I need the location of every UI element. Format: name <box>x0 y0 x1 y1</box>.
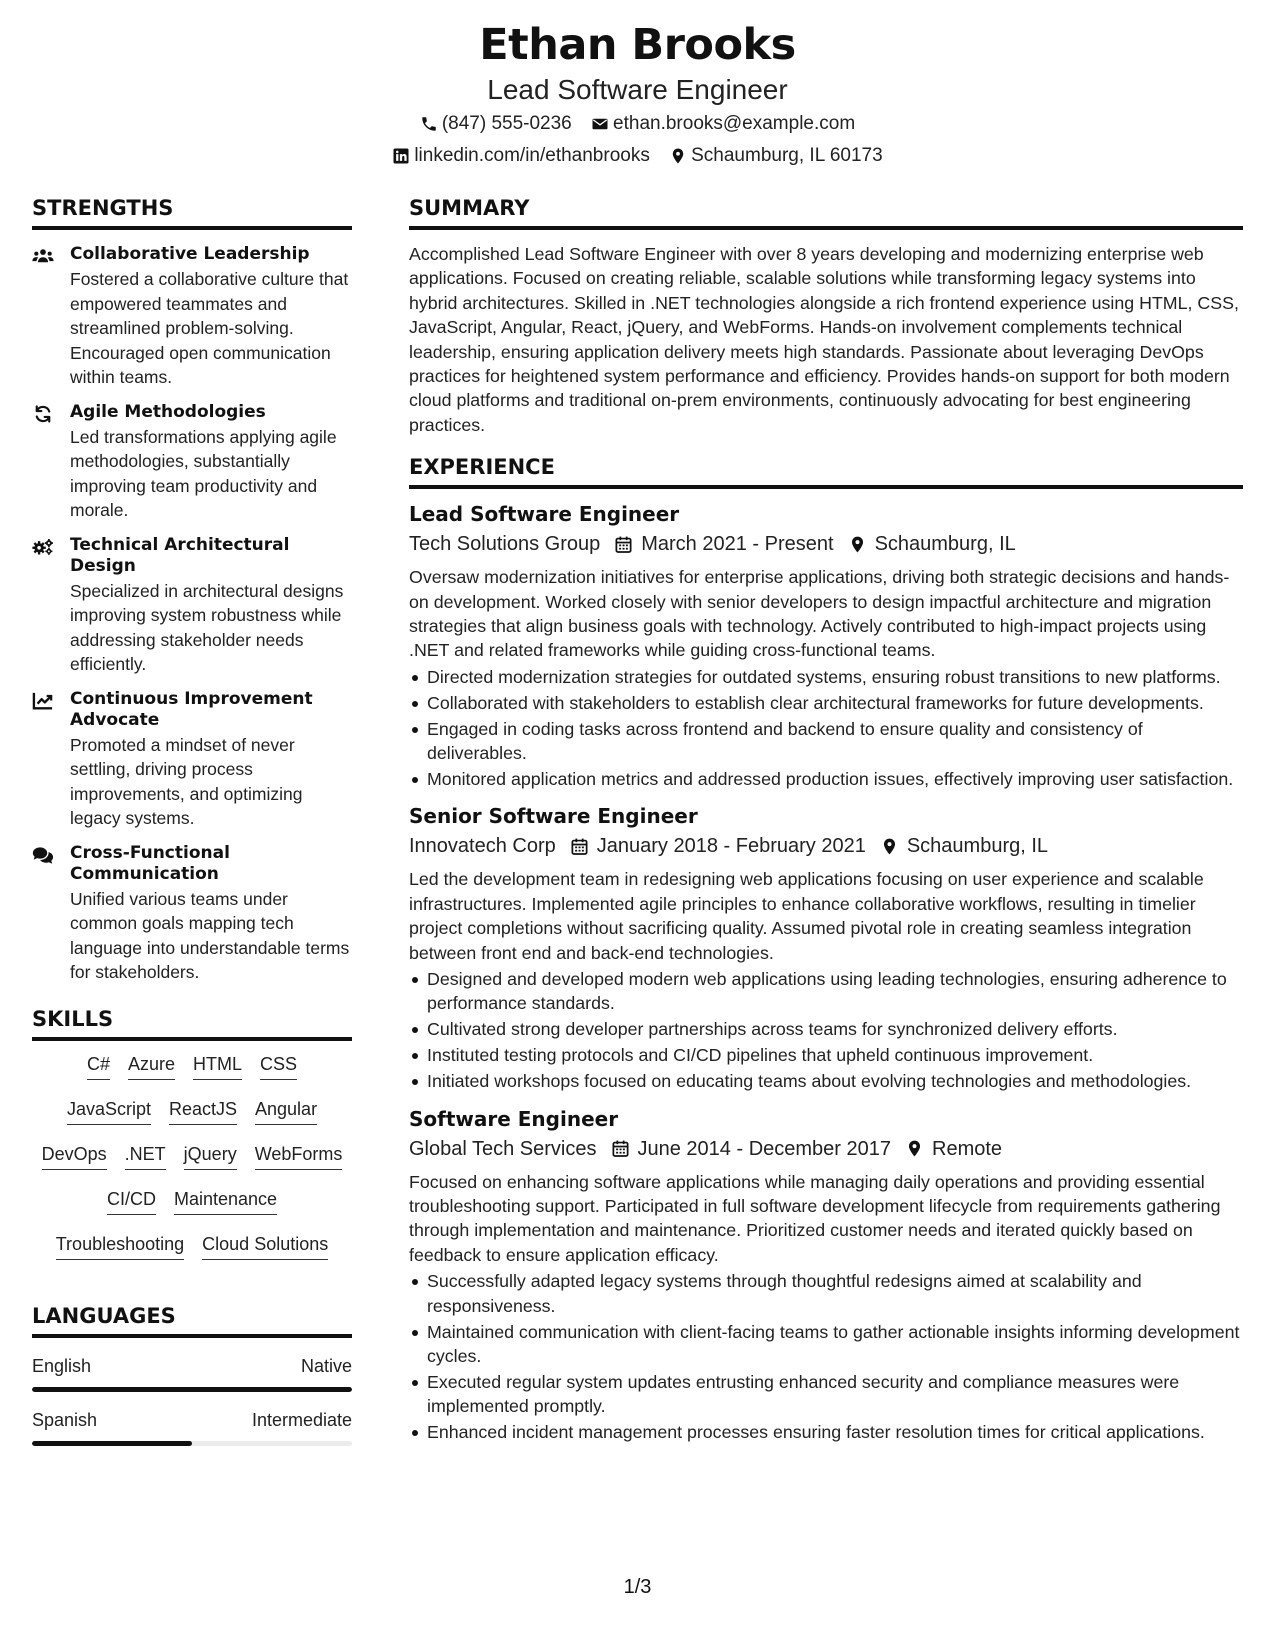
experience-section <box>409 455 1243 1444</box>
job-title: Software Engineer <box>409 1106 619 1131</box>
job-description: Led the development team in redesigning web applications focusing on user experience and scalable infrastructures. Implemented agile principles to enhance collaborative workflows, resulting in timelier project completions without sacrificing quality. Assumed pivotal role in creating seamless integration between front end and back-end technologies. <box>409 869 1204 963</box>
calendar-icon <box>611 1139 638 1158</box>
cogs-icon <box>32 535 70 677</box>
skills-row <box>32 1098 352 1143</box>
strength-title: Technical Architectural Design <box>70 534 290 576</box>
experience-heading: EXPERIENCE <box>409 455 1243 489</box>
skill-tag: HTML <box>193 1053 242 1080</box>
strength-item <box>32 244 352 390</box>
skill-tag: Troubleshooting <box>56 1233 184 1260</box>
skill-tag: Azure <box>128 1053 175 1080</box>
skills-row <box>32 1143 352 1188</box>
strength-item <box>32 689 352 831</box>
job-bullet: Instituted testing protocols and CI/CD pipelines that upheld continuous improvement. <box>427 1043 1243 1067</box>
strength-description: Specialized in architectural designs improving system robustness while addressing stakeholder needs efficiently. <box>70 580 344 674</box>
map-marker-icon <box>669 147 687 165</box>
chart-line-icon <box>32 689 70 831</box>
strengths-heading: STRENGTHS <box>32 196 352 230</box>
job-bullet: Maintained communication with client-facing teams to gather actionable insights informing development cycles. <box>427 1320 1243 1369</box>
language-proficiency-bar <box>32 1441 352 1446</box>
job-bullets <box>409 1269 1243 1444</box>
phone-number: (847) 555-0236 <box>441 113 572 134</box>
comments-icon <box>32 843 70 985</box>
strength-title: Continuous Improvement Advocate <box>70 688 313 730</box>
job-dates: June 2014 - December 2017 <box>637 1137 891 1160</box>
job-description: Focused on enhancing software applications while managing daily operations and providing essential troubleshooting support. Participated in full software development lifecycle from requirements gathering through implementation and maintenance. Prioritized customer needs and iterated quickly based on feedback to ensure application efficacy. <box>409 1171 1221 1265</box>
skill-tag: JavaScript <box>67 1098 151 1125</box>
strengths-list <box>32 244 352 985</box>
candidate-name: Ethan Brooks <box>479 20 796 70</box>
page-indicator: 1/3 <box>623 1576 652 1598</box>
languages-section <box>32 1304 352 1446</box>
skill-tag: Angular <box>255 1098 317 1125</box>
strength-item <box>32 843 352 985</box>
skills-row <box>32 1233 352 1278</box>
envelope-icon <box>591 115 609 133</box>
skills-list <box>32 1053 352 1278</box>
calendar-icon <box>570 837 597 856</box>
linkedin-icon <box>392 147 410 165</box>
skill-tag: CI/CD <box>107 1188 156 1215</box>
strength-description: Led transformations applying agile methodologies, substantially improving team productivity and morale. <box>70 426 337 520</box>
contact-line-1 <box>0 113 1275 139</box>
job-description: Oversaw modernization initiatives for enterprise applications, driving both strategic decisions and hands-on development. Worked closely with senior developers to design impactful architecture and migration strategies that align business goals with technology. Actively contributed to high-impact projects using .NET and related frameworks while guiding cross-functional teams. <box>409 567 1230 661</box>
calendar-icon <box>614 535 641 554</box>
linkedin-url: linkedin.com/in/ethanbrooks <box>414 145 650 166</box>
skill-tag: jQuery <box>184 1143 237 1170</box>
job-dates: January 2018 - February 2021 <box>596 835 866 858</box>
strength-description: Promoted a mindset of never settling, driving process improvements, and optimizing legacy systems. <box>70 734 303 828</box>
candidate-title: Lead Software Engineer <box>487 74 788 105</box>
email-address: ethan.brooks@example.com <box>613 113 856 134</box>
job-location: Remote <box>932 1137 1003 1160</box>
language-proficiency-fill <box>32 1387 352 1392</box>
phone-contact[interactable] <box>420 113 572 135</box>
job-bullet: Monitored application metrics and addressed production issues, effectively improving user satisfaction. <box>427 767 1243 791</box>
job-location: Schaumburg, IL <box>874 533 1016 556</box>
skill-tag: Cloud Solutions <box>202 1233 328 1260</box>
strengths-section <box>32 196 352 985</box>
job-bullet: Cultivated strong developer partnerships across teams for synchronized delivery efforts. <box>427 1017 1243 1041</box>
strength-item <box>32 402 352 523</box>
job-title: Senior Software Engineer <box>409 804 698 829</box>
job-bullet: Initiated workshops focused on educating teams about evolving technologies and methodologies. <box>427 1069 1243 1093</box>
strength-title: Collaborative Leadership <box>70 244 310 264</box>
map-marker-icon <box>905 1139 932 1158</box>
right-column <box>409 196 1243 1446</box>
language-proficiency-bar <box>32 1387 352 1392</box>
language-name: Spanish <box>32 1409 98 1430</box>
job-title: Lead Software Engineer <box>409 502 680 527</box>
languages-heading: LANGUAGES <box>32 1304 352 1338</box>
job-bullet: Collaborated with stakeholders to establish clear architectural frameworks for future developments. <box>427 691 1243 715</box>
company-name: Innovatech Corp <box>409 835 556 858</box>
language-level: Intermediate <box>251 1409 352 1430</box>
skill-tag: Maintenance <box>174 1188 277 1215</box>
job-bullet: Directed modernization strategies for outdated systems, ensuring robust transitions to new platforms. <box>427 665 1243 689</box>
company-name: Global Tech Services <box>409 1137 597 1160</box>
job-entry <box>409 803 1243 1093</box>
summary-text: Accomplished Lead Software Engineer with over 8 years developing and modernizing enterprise web applications. Focused on creating reliable, scalable solutions while transforming legacy systems into hybrid architectures. Skilled in .NET technologies alongside a rich frontend experience using HTML, CSS, JavaScript, Angular, React, jQuery, and WebForms. Hands-on involvement complements technical leadership, ensuring application delivery meets high standards. Passionate about leveraging DevOps practices for heightened system performance and efficiency. Provides hands-on support for both modern cloud platforms and traditional on-prem environments, continuously advocating for best engineering practices. <box>409 244 1239 435</box>
job-bullet: Designed and developed modern web applications using leading technologies, ensuring adherence to performance standards. <box>427 967 1243 1016</box>
language-item <box>32 1410 352 1446</box>
skills-row <box>32 1053 352 1098</box>
job-meta <box>409 1136 1243 1162</box>
language-proficiency-fill <box>32 1441 192 1446</box>
strength-title: Cross-Functional Communication <box>70 842 230 884</box>
linkedin-contact[interactable] <box>392 145 650 167</box>
skill-tag: ReactJS <box>169 1098 237 1125</box>
job-entry <box>409 501 1243 791</box>
skill-tag: C# <box>87 1053 110 1080</box>
location-contact <box>669 145 883 167</box>
job-bullets <box>409 967 1243 1094</box>
left-column <box>32 196 352 1446</box>
summary-heading: SUMMARY <box>409 196 1243 230</box>
strength-description: Fostered a collaborative culture that empowered teammates and streamlined problem-solving. Encouraged open communication within teams. <box>70 269 349 387</box>
language-item <box>32 1356 352 1392</box>
skill-tag: CSS <box>260 1053 297 1080</box>
job-bullet: Successfully adapted legacy systems through thoughtful redesigns aimed at scalability and responsiveness. <box>427 1269 1243 1318</box>
map-marker-icon <box>848 535 875 554</box>
skill-tag: DevOps <box>42 1143 107 1170</box>
job-meta <box>409 833 1243 859</box>
strength-item <box>32 535 352 677</box>
skills-section <box>32 1007 352 1278</box>
job-dates: March 2021 - Present <box>641 533 834 556</box>
summary-section <box>409 196 1243 437</box>
map-marker-icon <box>880 837 907 856</box>
language-level: Native <box>300 1355 352 1376</box>
job-location: Schaumburg, IL <box>906 835 1049 858</box>
location-text: Schaumburg, IL 60173 <box>691 145 883 166</box>
job-bullets <box>409 665 1243 792</box>
job-meta <box>409 531 1243 557</box>
skill-tag: WebForms <box>255 1143 343 1170</box>
strength-description: Unified various teams under common goals mapping tech language into understandable terms for stakeholders. <box>70 888 350 982</box>
job-bullet: Enhanced incident management processes ensuring faster resolution times for critical applications. <box>427 1420 1243 1444</box>
job-bullet: Executed regular system updates entrusting enhanced security and compliance measures were implemented promptly. <box>427 1370 1243 1419</box>
skills-row <box>32 1188 352 1233</box>
job-entry <box>409 1106 1243 1445</box>
contact-line-2 <box>0 145 1275 171</box>
language-name: English <box>32 1355 92 1376</box>
skills-heading: SKILLS <box>32 1007 352 1041</box>
sync-icon <box>32 402 70 523</box>
strength-title: Agile Methodologies <box>70 401 266 422</box>
phone-icon <box>420 115 438 133</box>
skill-tag: .NET <box>125 1143 166 1170</box>
job-bullet: Engaged in coding tasks across frontend and backend to ensure quality and consistency of deliverables. <box>427 717 1243 766</box>
users-icon <box>32 244 70 390</box>
company-name: Tech Solutions Group <box>409 533 601 556</box>
email-contact[interactable] <box>591 113 855 135</box>
